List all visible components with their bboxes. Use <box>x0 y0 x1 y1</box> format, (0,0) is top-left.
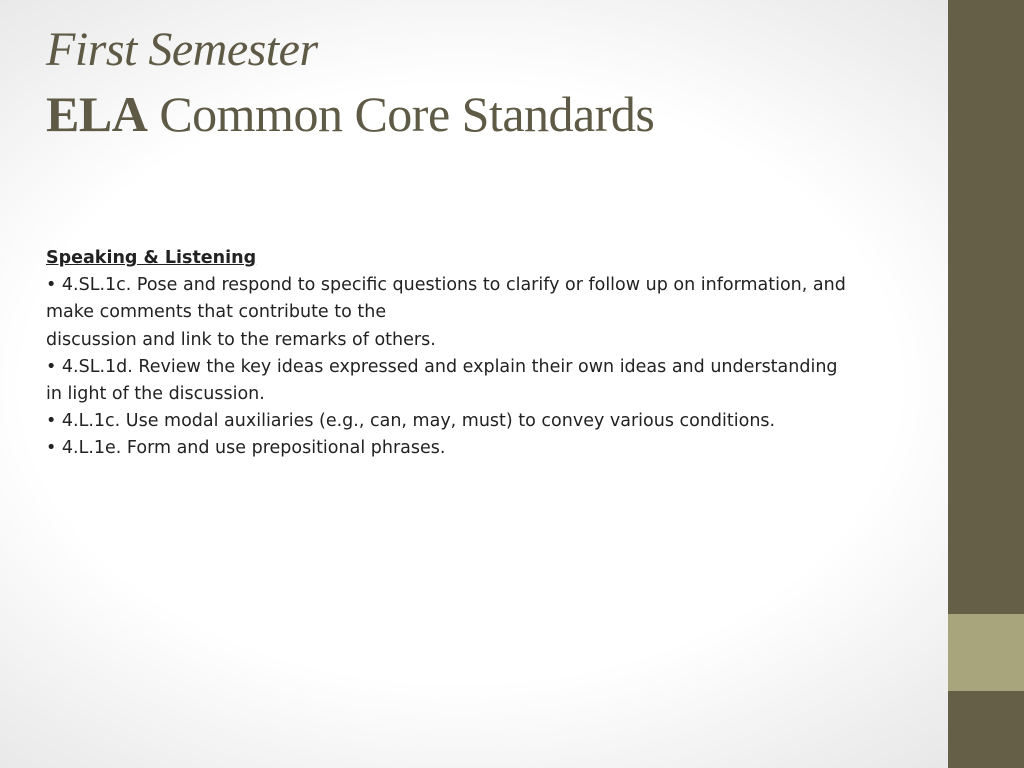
standard-line: in light of the discussion. <box>46 384 265 405</box>
slide-title <box>46 22 654 144</box>
decorative-side-bar-accent <box>948 614 1024 691</box>
title-line-standards <box>46 84 654 144</box>
standard-line: • 4.L.1c. Use modal auxiliaries (e.g., can, may, must) to convey various conditions. <box>46 411 776 432</box>
standard-line: • 4.L.1e. Form and use prepositional phrases. <box>46 438 446 459</box>
standard-line: • 4.SL.1c. Pose and respond to specific questions to clarify or follow up on information, and <box>46 275 846 296</box>
standards-content <box>46 245 906 463</box>
title-standards-text: Common Core Standards <box>147 86 655 142</box>
standard-line: make comments that contribute to the <box>46 302 387 323</box>
section-heading-speaking-listening: Speaking & Listening <box>46 248 257 268</box>
title-line-semester: First Semester <box>46 23 318 76</box>
standard-line: • 4.SL.1d. Review the key ideas expressed and explain their own ideas and understanding <box>46 356 838 377</box>
standard-line: discussion and link to the remarks of others. <box>46 329 436 350</box>
title-ela-bold: ELA <box>46 86 148 142</box>
